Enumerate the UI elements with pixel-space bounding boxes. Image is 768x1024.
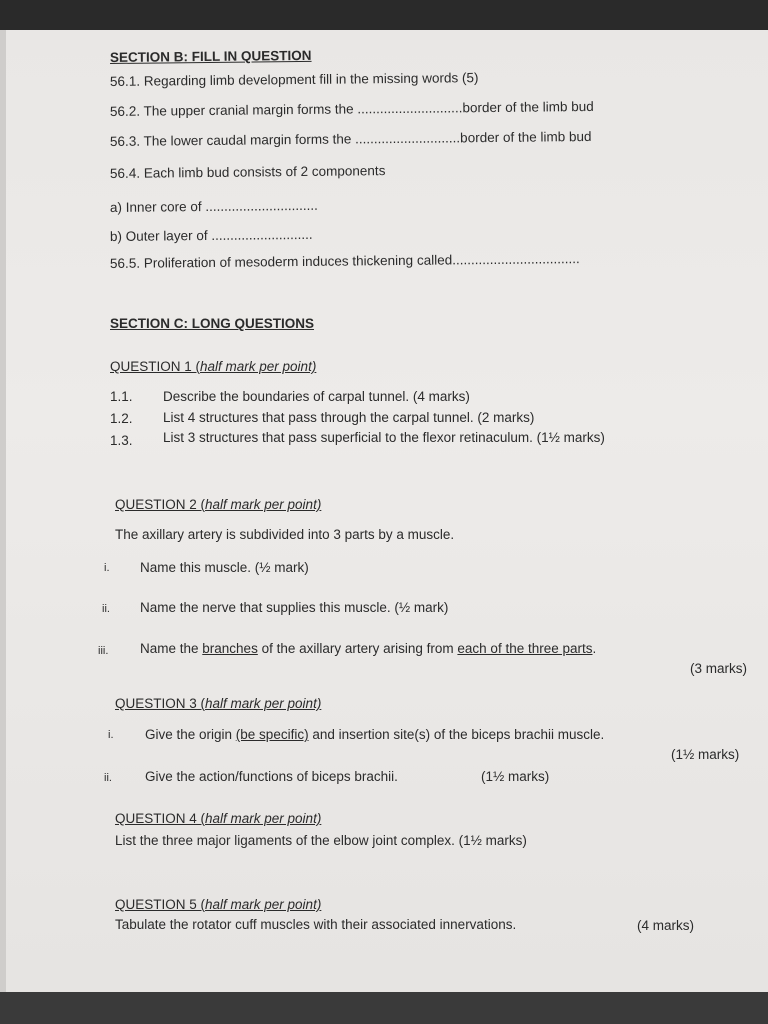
question-4-title: QUESTION 4 ( xyxy=(115,811,206,826)
question-1-2-num: 1.2. xyxy=(110,411,133,426)
question-3-heading xyxy=(115,696,321,711)
question-56-3-blank: ............................ xyxy=(355,130,461,147)
question-3-i-marks: (1½ marks) xyxy=(671,747,740,762)
question-5-marks: (4 marks) xyxy=(637,918,694,933)
question-56-4-b-blank: ........................... xyxy=(211,226,313,243)
question-4-note: half mark per point) xyxy=(205,811,322,826)
paper-edge xyxy=(0,30,6,992)
question-2-iii-part-c: of the axillary artery arising from xyxy=(257,641,458,656)
question-3-ii-num: ii. xyxy=(104,772,112,784)
question-2-iii-part-a: Name the xyxy=(140,641,203,656)
question-2-iii-marks: (3 marks) xyxy=(690,661,747,676)
question-56-4-a-text: a) Inner core of xyxy=(109,199,206,215)
question-2-title: QUESTION 2 ( xyxy=(115,497,206,512)
question-3-i-part-c: and insertion site(s) of the biceps brachii muscle. xyxy=(308,727,605,742)
question-1-heading xyxy=(110,359,316,374)
question-56-2-text: 56.2. The upper cranial margin forms the xyxy=(109,101,358,119)
question-56-3-end: border of the limb bud xyxy=(460,128,592,146)
question-1-3-text: List 3 structures that pass superficial to the flexor retinaculum. (1½ marks) xyxy=(163,430,605,445)
question-2-note: half mark per point) xyxy=(205,497,322,512)
question-1-note: half mark per point) xyxy=(200,359,317,374)
question-3-ii-marks: (1½ marks) xyxy=(481,769,550,784)
question-2-iii-num: iii. xyxy=(98,645,109,657)
question-2-iii-period: . xyxy=(592,641,597,656)
question-2-heading xyxy=(115,497,321,512)
question-3-i-part-a: Give the origin xyxy=(145,727,236,742)
question-3-i-num: i. xyxy=(108,729,114,741)
question-56-4-a xyxy=(110,198,318,215)
question-3-title: QUESTION 3 ( xyxy=(115,696,206,711)
question-1-1-num: 1.1. xyxy=(110,389,133,404)
question-2-intro: The axillary artery is subdivided into 3 parts by a muscle. xyxy=(115,527,455,542)
question-2-ii-text: Name the nerve that supplies this muscle. (½ mark) xyxy=(140,600,449,615)
question-56-2-blank: ............................ xyxy=(357,100,463,117)
question-1-3-num: 1.3. xyxy=(110,433,133,448)
question-5-text: Tabulate the rotator cuff muscles with their associated innervations. xyxy=(115,917,517,932)
question-1-title: QUESTION 1 ( xyxy=(110,359,201,374)
question-4-text: List the three major ligaments of the elbow joint complex. (1½ marks) xyxy=(115,833,527,848)
question-56-4-b xyxy=(110,227,313,244)
question-1-2-text: List 4 structures that pass through the carpal tunnel. (2 marks) xyxy=(163,410,535,425)
question-56-2-end: border of the limb bud xyxy=(462,98,594,116)
question-2-iii-text xyxy=(140,641,596,656)
question-2-i-num: i. xyxy=(104,562,110,574)
question-5-note: half mark per point) xyxy=(205,897,322,912)
background-surface xyxy=(0,992,768,1024)
question-2-iii-branches: branches xyxy=(202,641,258,656)
question-5-heading xyxy=(115,897,321,912)
question-4-heading xyxy=(115,811,321,826)
question-3-i-be-specific: (be specific) xyxy=(235,727,309,742)
question-3-i-text xyxy=(145,727,604,742)
question-3-ii-text: Give the action/functions of biceps brachii. xyxy=(145,769,398,784)
section-c-heading: SECTION C: LONG QUESTIONS xyxy=(110,316,315,331)
question-2-i-text: Name this muscle. (½ mark) xyxy=(140,560,309,575)
question-1-1-text: Describe the boundaries of carpal tunnel. (4 marks) xyxy=(163,389,470,404)
question-2-ii-num: ii. xyxy=(102,603,110,615)
question-3-note: half mark per point) xyxy=(205,696,322,711)
question-56-5-blank: .................................. xyxy=(452,251,580,268)
question-56-1: 56.1. Regarding limb development fill in the missing words (5) xyxy=(109,70,479,89)
question-56-3-text: 56.3. The lower caudal margin forms the xyxy=(109,131,356,149)
question-2-iii-each-part: each of the three parts xyxy=(457,641,593,656)
section-b-heading: SECTION B: FILL IN QUESTION xyxy=(109,47,312,65)
question-56-4-a-blank: .............................. xyxy=(205,197,318,215)
question-56-5-text: 56.5. Proliferation of mesoderm induces thickening called xyxy=(109,252,453,271)
question-5-title: QUESTION 5 ( xyxy=(115,897,206,912)
question-56-4-b-text: b) Outer layer of xyxy=(109,227,212,244)
question-56-4: 56.4. Each limb bud consists of 2 components xyxy=(109,163,386,181)
